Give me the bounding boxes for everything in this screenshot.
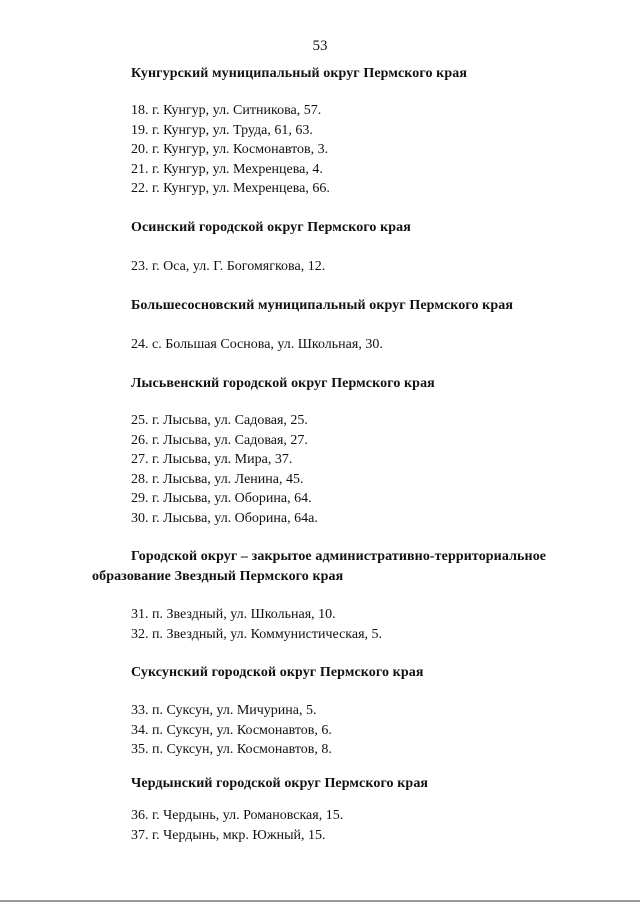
address-item: 37. г. Чердынь, мкр. Южный, 15. bbox=[131, 827, 326, 843]
address-item: 29. г. Лысьва, ул. Оборина, 64. bbox=[131, 491, 312, 506]
address-item: 25. г. Лысьва, ул. Садовая, 25. bbox=[131, 413, 308, 428]
address-list-bolshesosnovsky bbox=[131, 335, 383, 355]
address-item: 34. п. Суксун, ул. Космонавтов, 6. bbox=[131, 722, 332, 738]
section-heading-line: Городской округ – закрытое административно-территориальное bbox=[131, 549, 547, 564]
section-heading-suksun: Суксунский городской округ Пермского края bbox=[131, 665, 424, 680]
address-item: 32. п. Звездный, ул. Коммунистическая, 5. bbox=[131, 626, 383, 642]
section-heading-bolshesosnovsky: Большесосновский муниципальный округ Пермского края bbox=[131, 298, 514, 313]
address-item: 20. г. Кунгур, ул. Космонавтов, 3. bbox=[131, 142, 329, 157]
address-item: 33. п. Суксун, ул. Мичурина, 5. bbox=[131, 703, 317, 718]
address-item: 24. с. Большая Соснова, ул. Школьная, 30. bbox=[131, 337, 383, 352]
address-list-cherdyn bbox=[131, 806, 343, 845]
section-heading-lysva: Лысьвенский городской округ Пермского края bbox=[131, 376, 435, 391]
address-item: 23. г. Оса, ул. Г. Богомягкова, 12. bbox=[131, 259, 326, 274]
address-item: 36. г. Чердынь, ул. Романовская, 15. bbox=[131, 808, 344, 823]
page-number: 53 bbox=[312, 38, 328, 54]
address-item: 27. г. Лысьва, ул. Мира, 37. bbox=[131, 452, 293, 467]
address-list-zvezdny bbox=[131, 605, 382, 644]
address-item: 26. г. Лысьва, ул. Садовая, 27. bbox=[131, 432, 308, 448]
address-item: 31. п. Звездный, ул. Школьная, 10. bbox=[131, 607, 336, 622]
address-item: 28. г. Лысьва, ул. Ленина, 45. bbox=[131, 471, 304, 487]
address-item: 21. г. Кунгур, ул. Мехренцева, 4. bbox=[131, 161, 323, 177]
section-heading-line: образование Звездный Пермского края bbox=[92, 569, 344, 584]
section-heading-kungur: Кунгурский муниципальный округ Пермского края bbox=[131, 66, 468, 81]
section-heading-osa: Осинский городской округ Пермского края bbox=[131, 220, 411, 235]
address-item: 19. г. Кунгур, ул. Труда, 61, 63. bbox=[131, 122, 313, 138]
address-list-lysva bbox=[131, 411, 318, 528]
address-list-osa bbox=[131, 257, 325, 277]
address-item: 22. г. Кунгур, ул. Мехренцева, 66. bbox=[131, 181, 330, 196]
scan-edge-line bbox=[0, 900, 640, 902]
section-heading-zvezdny bbox=[92, 547, 546, 587]
section-heading-cherdyn: Чердынский городской округ Пермского края bbox=[131, 776, 429, 791]
address-item: 35. п. Суксун, ул. Космонавтов, 8. bbox=[131, 742, 332, 757]
address-item: 30. г. Лысьва, ул. Оборина, 64а. bbox=[131, 510, 318, 526]
address-list-suksun bbox=[131, 701, 332, 760]
address-item: 18. г. Кунгур, ул. Ситникова, 57. bbox=[131, 103, 322, 118]
address-list-kungur bbox=[131, 101, 330, 199]
